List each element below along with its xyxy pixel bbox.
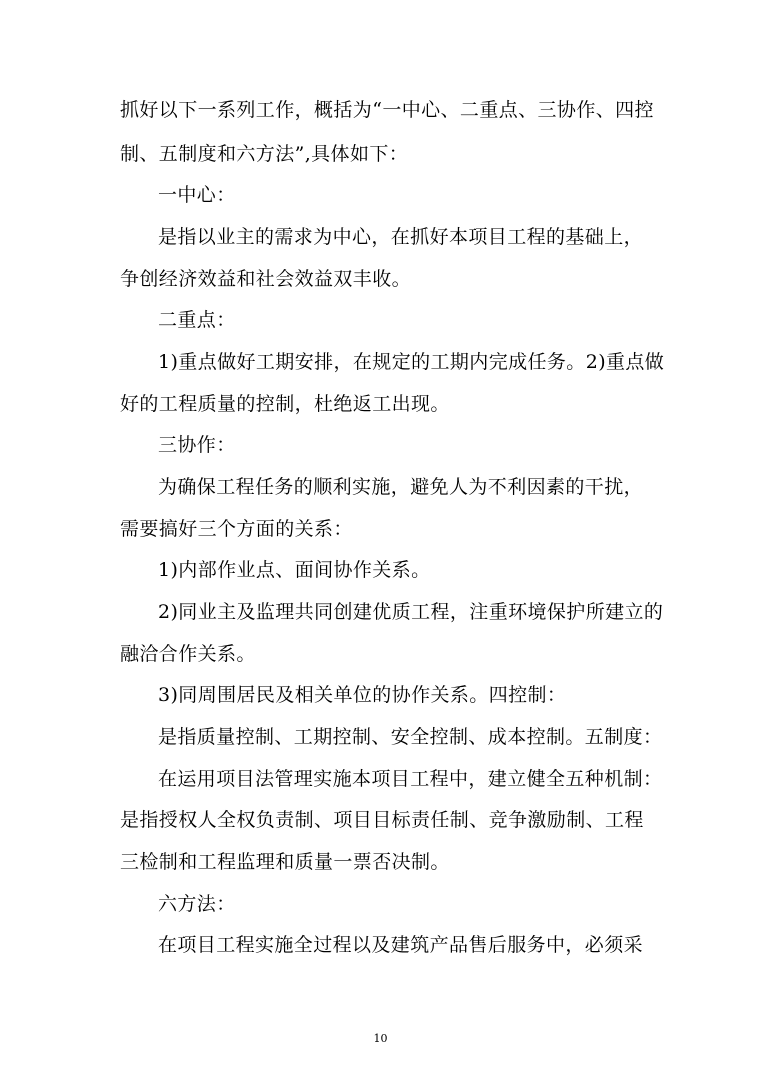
paragraph-line: 1)重点做好工期安排，在规定的工期内完成任务。2)重点做 (158, 351, 665, 373)
section-heading-six-methods: 六方法： (158, 893, 236, 915)
paragraph-line: 是指质量控制、工期控制、安全控制、成本控制。五制度： (158, 726, 663, 748)
paragraph-line: 2)同业主及监理共同创建优质工程，注重环境保护所建立的 (158, 601, 664, 623)
paragraph-line: 1)内部作业点、面间协作关系。 (158, 559, 431, 581)
paragraph-line: 3)同周围居民及相关单位的协作关系。四控制： (158, 684, 567, 706)
section-heading-three-cooperation: 三协作： (158, 434, 236, 456)
paragraph-line: 好的工程质量的控制，杜绝返工出现。 (120, 393, 450, 415)
paragraph-line: 争创经济效益和社会效益双丰收。 (120, 268, 412, 290)
paragraph-line: 融洽合作关系。 (120, 643, 256, 665)
section-heading-two-focus: 二重点： (158, 309, 236, 331)
section-heading-one-center: 一中心： (158, 184, 236, 206)
paragraph-line: 抓好以下一系列工作，概括为“一中心、二重点、三协作、四控 (120, 99, 654, 121)
paragraph-line: 在运用项目法管理实施本项目工程中，建立健全五种机制： (158, 768, 663, 790)
paragraph-line: 为确保工程任务的顺利实施，避免人为不利因素的干扰， (158, 476, 644, 498)
paragraph-line: 三检制和工程监理和质量一票否决制。 (120, 851, 450, 873)
paragraph-line: 是指以业主的需求为中心，在抓好本项目工程的基础上， (158, 226, 644, 248)
page-number: 10 (373, 1032, 388, 1045)
paragraph-line: 制、五制度和六方法”,具体如下： (120, 143, 409, 165)
paragraph-line: 是指授权人全权负责制、项目目标责任制、竞争激励制、工程 (120, 809, 644, 831)
paragraph-line: 在项目工程实施全过程以及建筑产品售后服务中，必须采 (158, 934, 644, 956)
paragraph-line: 需要搞好三个方面的关系： (120, 518, 353, 540)
